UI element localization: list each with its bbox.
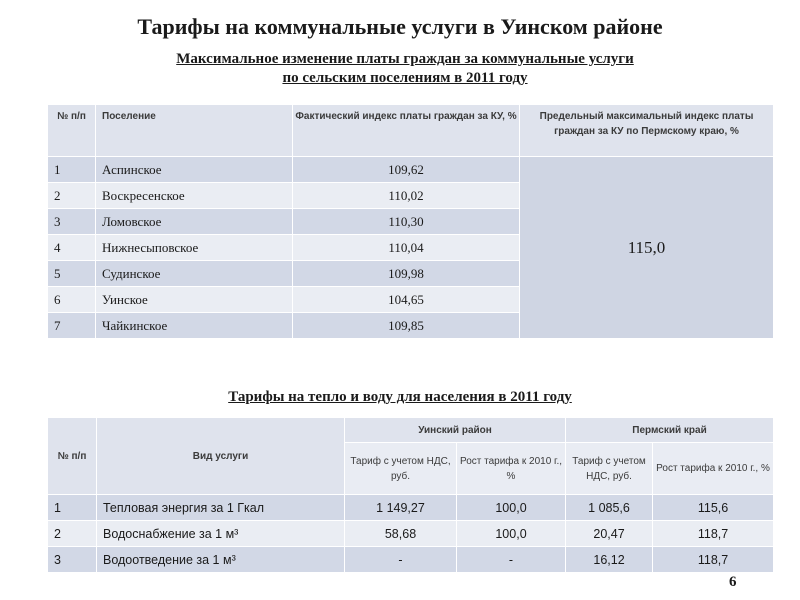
row-num: 6 [48,287,96,313]
table1-caption-line2: по сельским поселениям в 2011 году [282,70,528,86]
service-name: Тепловая энергия за 1 Гкал [97,495,345,521]
header-service: Вид услуги [97,418,345,495]
uinsky-growth: 100,0 [457,495,566,521]
header-growth-perm: Рост тарифа к 2010 г., % [653,443,774,495]
service-name: Водоотведение за 1 м³ [97,547,345,573]
row-num: 4 [48,235,96,261]
header-tariff-vat-uinsky: Тариф с учетом НДС, руб. [345,443,457,495]
max-index-value: 115,0 [520,157,774,339]
table-row [48,521,774,547]
settlement-name: Уинское [96,287,293,313]
header-num: № п/п [48,418,97,495]
uinsky-growth: 100,0 [457,521,566,547]
perm-growth: 118,7 [653,547,774,573]
service-name: Водоснабжение за 1 м³ [97,521,345,547]
actual-index-value: 109,85 [293,313,520,339]
settlement-index-table [47,104,774,339]
actual-index-value: 110,02 [293,183,520,209]
settlement-name: Судинское [96,261,293,287]
tariff-table [47,417,774,573]
table1-caption-line1: Максимальное изменение платы граждан за коммунальные услуги [176,51,634,67]
row-num: 3 [48,209,96,235]
table-row [48,495,774,521]
row-num: 7 [48,313,96,339]
header-settlement: Поселение [96,105,293,157]
row-num: 2 [48,521,97,547]
header-perm-krai: Пермский край [566,418,774,443]
uinsky-tariff: - [345,547,457,573]
perm-tariff: 16,12 [566,547,653,573]
table-row [48,157,774,183]
actual-index-value: 109,98 [293,261,520,287]
uinsky-tariff: 1 149,27 [345,495,457,521]
settlement-name: Чайкинское [96,313,293,339]
perm-tariff: 1 085,6 [566,495,653,521]
table-row [48,547,774,573]
table2-caption: Тарифы на тепло и воду для населения в 2011 году [228,389,572,405]
header-num: № п/п [48,105,96,157]
header-growth-uinsky: Рост тарифа к 2010 г., % [457,443,566,495]
slide-title: Тарифы на коммунальные услуги в Уинском районе [137,14,663,39]
settlement-name: Нижнесыповское [96,235,293,261]
actual-index-value: 109,62 [293,157,520,183]
header-tariff-vat-perm: Тариф с учетом НДС, руб. [566,443,653,495]
row-num: 1 [48,495,97,521]
header-actual-index: Фактический индекс платы граждан за КУ, % [293,105,520,157]
header-uinsky-district: Уинский район [345,418,566,443]
row-num: 2 [48,183,96,209]
perm-tariff: 20,47 [566,521,653,547]
uinsky-tariff: 58,68 [345,521,457,547]
actual-index-value: 110,04 [293,235,520,261]
row-num: 3 [48,547,97,573]
settlement-name: Аспинское [96,157,293,183]
perm-growth: 118,7 [653,521,774,547]
row-num: 5 [48,261,96,287]
header-max-index: Предельный максимальный индекс платы граждан за КУ по Пермскому краю, % [520,105,774,157]
uinsky-growth: - [457,547,566,573]
page-number: 6 [729,574,737,590]
actual-index-value: 104,65 [293,287,520,313]
actual-index-value: 110,30 [293,209,520,235]
row-num: 1 [48,157,96,183]
perm-growth: 115,6 [653,495,774,521]
settlement-name: Воскресенское [96,183,293,209]
settlement-name: Ломовское [96,209,293,235]
